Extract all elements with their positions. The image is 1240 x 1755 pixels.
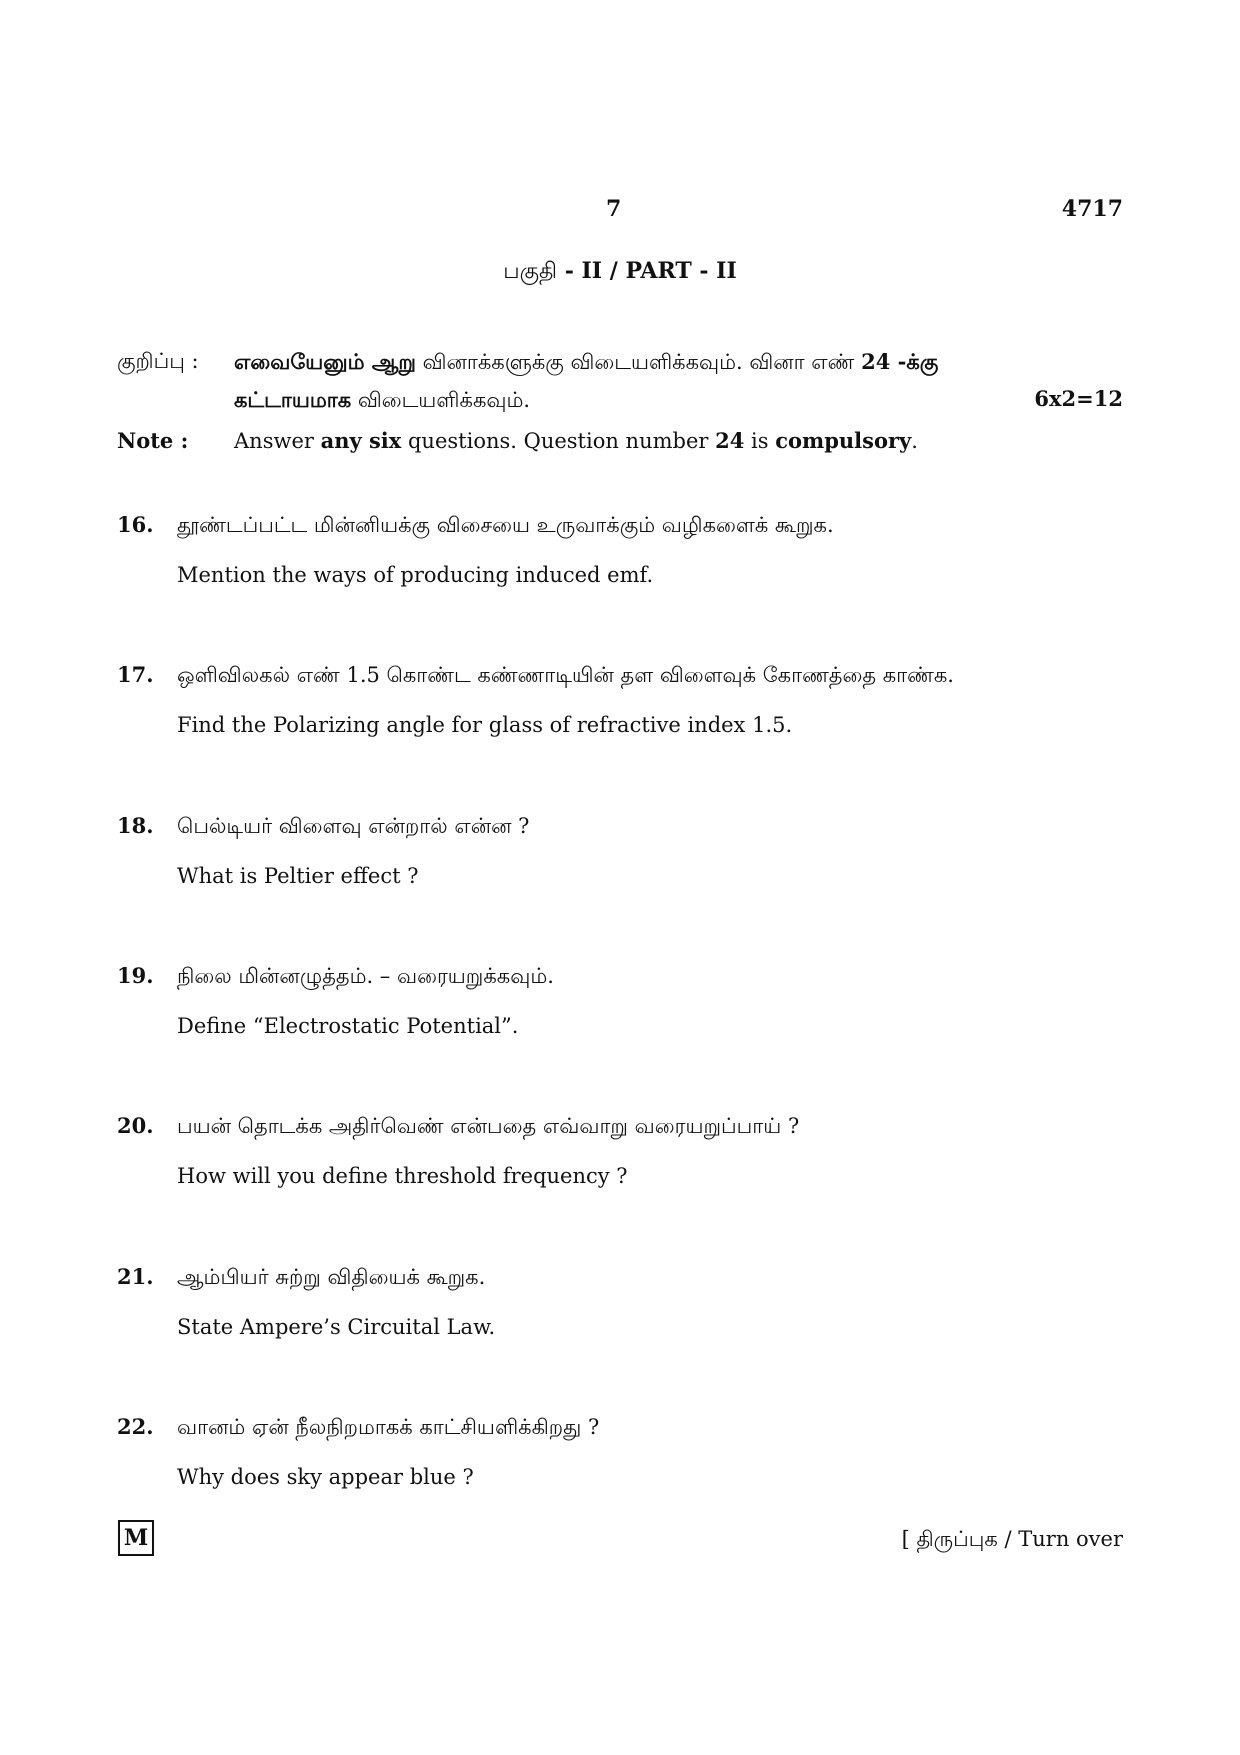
question-english: What is Peltier effect ? [177, 864, 419, 888]
question-22 [117, 1412, 1123, 1492]
question-17 [117, 660, 1123, 740]
question-english: How will you define threshold frequency ? [177, 1164, 628, 1188]
part-title [0, 258, 1240, 287]
question-number: 21. [117, 1264, 154, 1289]
question-tamil: தூண்டப்பட்ட மின்னியக்கு விசையை உருவாக்கும் வழிகளைக் கூறுக. [177, 513, 834, 537]
question-number: 19. [117, 963, 154, 988]
marks-scheme: 6x2=12 [1034, 386, 1123, 411]
note-text-3: is [744, 429, 776, 453]
part-title-roman: II / PART - II [581, 258, 737, 284]
paper-code: 4717 [1061, 196, 1123, 222]
question-tamil: ஒளிவிலகல் எண் 1.5 கொண்ட கண்ணாடியின் தள விளைவுக் கோணத்தை காண்க. [177, 663, 954, 687]
question-number: 18. [117, 813, 154, 838]
question-tamil: நிலை மின்னழுத்தம். – வரையறுக்கவும். [177, 964, 554, 988]
note-bold-any-six: any six [320, 428, 402, 453]
question-number: 16. [117, 512, 154, 537]
tamil-instr-text-2: விடையளிக்கவும். [351, 388, 531, 412]
question-english: State Ampere’s Circuital Law. [177, 1315, 496, 1339]
part-title-sep: - [557, 258, 582, 284]
question-english: Why does sky appear blue ? [177, 1465, 474, 1489]
note-text-4: . [911, 429, 918, 453]
english-note-label: Note : [117, 428, 189, 453]
english-note-text [234, 422, 1123, 460]
question-18 [117, 811, 1123, 891]
question-tamil: பெல்டியர் விளைவு என்றால் என்ன ? [177, 814, 530, 838]
question-21 [117, 1262, 1123, 1342]
english-note [117, 422, 1123, 460]
turn-over-note: [ திருப்புக / Turn over [901, 1527, 1123, 1551]
question-16 [117, 510, 1123, 590]
question-english: Define “Electrostatic Potential”. [177, 1014, 519, 1038]
question-english: Mention the ways of producing induced emf. [177, 563, 654, 587]
tamil-instr-text-1: வினாக்களுக்கு விடையளிக்கவும். வினா எண் [415, 350, 862, 374]
question-19 [117, 961, 1123, 1041]
question-tamil: வானம் ஏன் நீலநிறமாகக் காட்சியளிக்கிறது ? [177, 1415, 600, 1439]
tamil-instruction [117, 343, 1123, 419]
page-number: 7 [606, 196, 622, 222]
question-number: 20. [117, 1113, 154, 1138]
note-text-2: questions. Question number [401, 429, 716, 453]
question-tamil: ஆம்பியர் சுற்று விதியைக் கூறுக. [177, 1265, 486, 1289]
note-bold-number: 24 [715, 428, 745, 453]
tamil-instr-bold-1: எவையேனும் ஆறு [234, 349, 416, 374]
medium-mark-box: M [118, 1520, 154, 1556]
question-english: Find the Polarizing angle for glass of refractive index 1.5. [177, 713, 793, 737]
tamil-instr-compulsory: கட்டாயமாக [234, 387, 352, 412]
question-number: 17. [117, 662, 154, 687]
question-tamil: பயன் தொடக்க அதிர்வெண் என்பதை எவ்வாறு வரையறுப்பாய் ? [177, 1114, 800, 1138]
tamil-instr-bold-3: -க்கு [890, 349, 939, 374]
tamil-note-label: குறிப்பு : [117, 349, 199, 373]
part-title-tamil: பகுதி [503, 259, 558, 284]
note-bold-compulsory: compulsory [775, 428, 912, 453]
note-text-1: Answer [234, 429, 321, 453]
question-20 [117, 1111, 1123, 1191]
question-number: 22. [117, 1414, 154, 1439]
tamil-instruction-text [234, 343, 1123, 419]
tamil-instr-bold-2: 24 [861, 349, 891, 374]
